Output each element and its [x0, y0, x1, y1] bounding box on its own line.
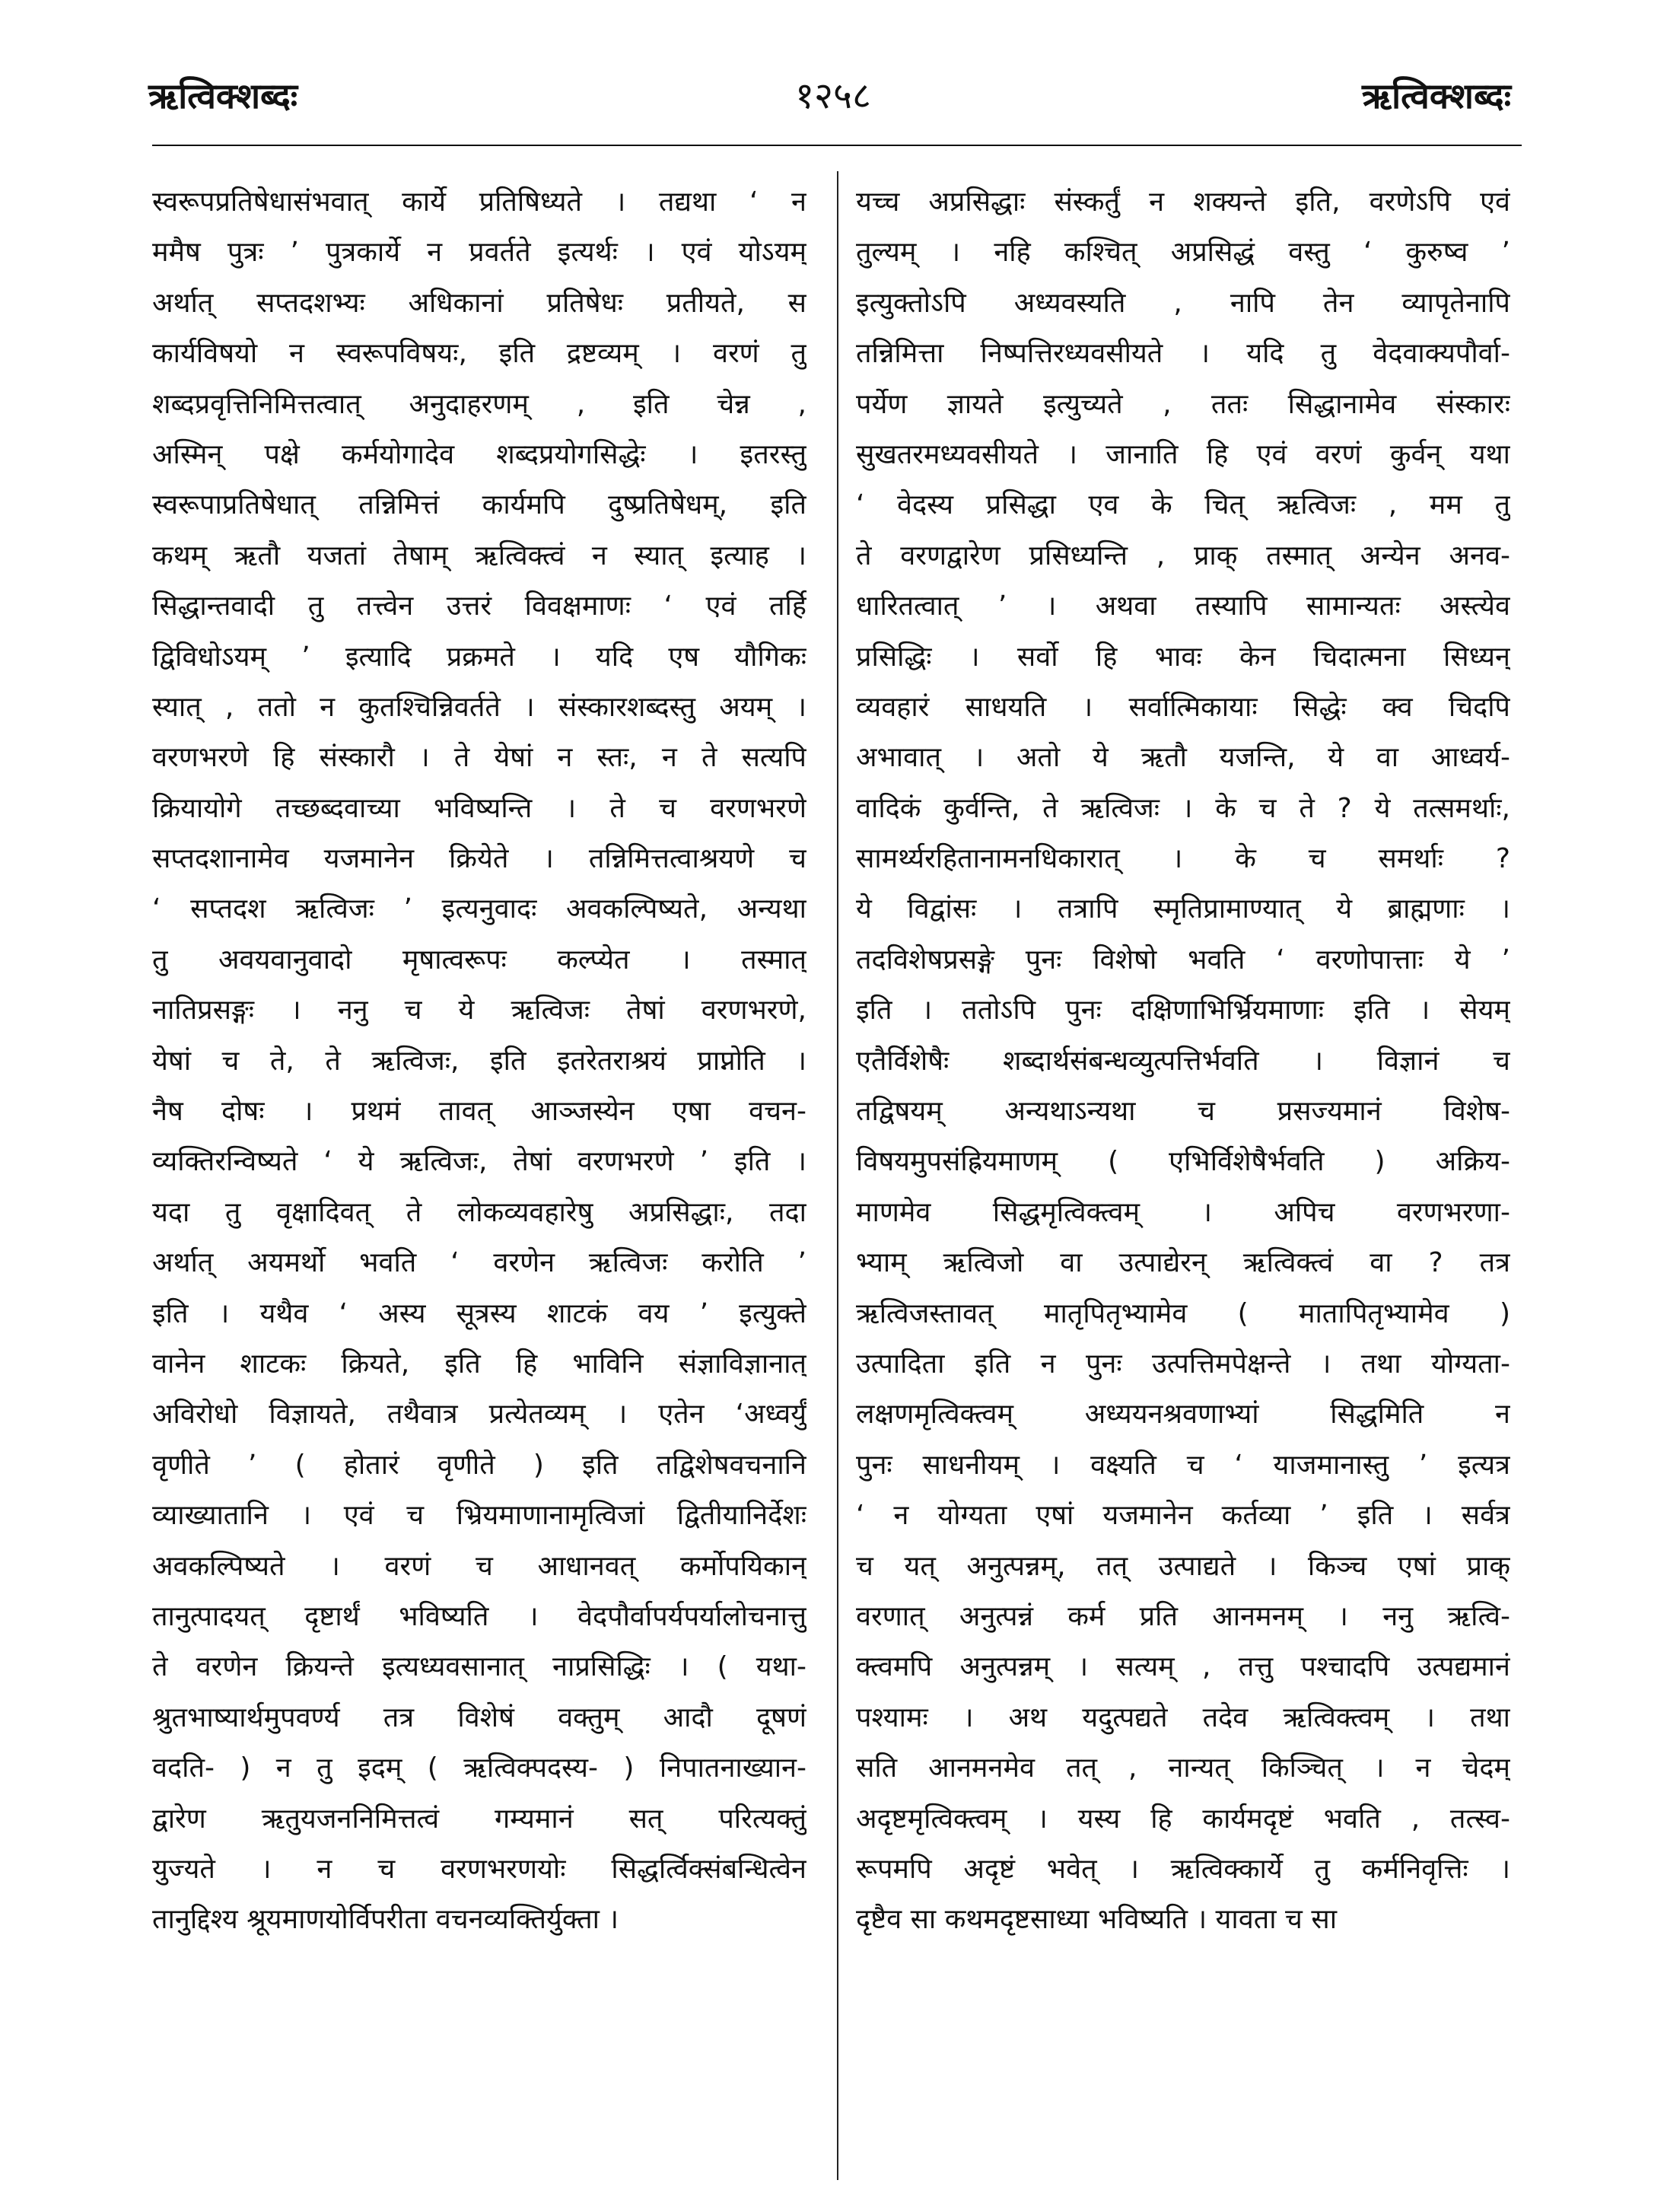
right-column-line: पश्यामः । अथ यदुत्पद्यते तदेव ऋत्विक्त्वम् । तथा [856, 1701, 1510, 1733]
left-column-line: अविरोधो विज्ञायते, तथैवात्र प्रत्येतव्यम् । एतेन ‘अध्वर्युं [152, 1399, 806, 1431]
left-column-line: अर्थात् सप्तदशभ्यः अधिकानां प्रतिषेधः प्रतीयते, स [152, 287, 806, 319]
left-column-line: कार्यविषयो न स्वरूपविषयः, इति द्रष्टव्यम् । वरणं तु [152, 338, 806, 370]
right-column-line: इति । ततोऽपि पुनः दक्षिणाभिर्भ्रियमाणाः इति । सेयम् [856, 995, 1510, 1026]
left-column-line: क्रियायोगे तच्छब्दवाच्या भविष्यन्ति । ते च वरणभरणे [152, 792, 806, 824]
left-column-line: इति । यथैव ‘ अस्य सूत्रस्य शाटकं वय ’ इत्युक्ते [152, 1297, 806, 1329]
right-column-line: तदविशेषप्रसङ्गे पुनः विशेषो भवति ‘ वरणोपात्ताः ये ’ [856, 944, 1510, 976]
left-column-line: ते वरणेन क्रियन्ते इत्यध्यवसानात् नाप्रसिद्धिः । ( यथा- [152, 1651, 806, 1683]
left-column-line: वानेन शाटकः क्रियते, इति हि भाविनि संज्ञाविज्ञानात् [152, 1348, 806, 1380]
running-header-right: ऋत्विक्शब्दः [1361, 75, 1511, 116]
right-column-line: दृष्टैव सा कथमदृष्टसाध्या भविष्यति । यावता च सा [856, 1904, 1338, 1936]
page-number: १२५८ [795, 75, 871, 117]
right-text-column [856, 177, 1510, 1946]
right-column-line: रूपमपि अदृष्टं भवेत् । ऋत्विक्कार्ये तु कर्मनिवृत्तिः । [856, 1853, 1510, 1885]
right-column-line: च यत् अनुत्पन्नम्, तत् उत्पाद्यते । किञ्च एषां प्राक् [856, 1550, 1510, 1582]
right-column-line: सामर्थ्यरहितानामनधिकारात् । के च समर्थाः ? [856, 843, 1510, 875]
left-column-line: स्वरूपप्रतिषेधासंभवात् कार्ये प्रतिषिध्यते । तद्यथा ‘ न [152, 186, 806, 218]
right-column-line: अभावात् । अतो ये ऋतौ यजन्ति, ये वा आध्वर्य- [856, 742, 1510, 774]
left-column-line: वृणीते ’ ( होतारं वृणीते ) इति तद्विशेषवचनानि [152, 1449, 806, 1481]
left-column-line: अवकल्पिष्यते । वरणं च आधानवत् कर्मोपयिकान् [152, 1550, 806, 1582]
right-column-line: पर्येण ज्ञायते इत्युच्यते , ततः सिद्धानामेव संस्कारः [856, 388, 1510, 420]
column-divider [837, 171, 838, 2180]
right-column-line: ते वरणद्वारेण प्रसिध्यन्ति , प्राक् तस्मात् अन्येन अनव- [856, 539, 1510, 571]
right-column-line: ‘ न योग्यता एषां यजमानेन कर्तव्या ’ इति । सर्वत्र [856, 1500, 1510, 1532]
right-column-line: उत्पादिता इति न पुनः उत्पत्तिमपेक्षन्ते । तथा योग्यता- [856, 1348, 1510, 1380]
left-text-column [152, 177, 806, 1946]
left-column-line: वदति- ) न तु इदम् ( ऋत्विक्पदस्य- ) निपातनाख्यान- [152, 1752, 806, 1784]
left-column-line: व्याख्यातानि । एवं च भ्रियमाणानामृत्विजां द्वितीयानिर्देशः [152, 1500, 806, 1532]
left-column-line: श्रुतभाष्यार्थमुपवर्ण्य तत्र विशेषं वक्तुम् आदौ दूषणं [152, 1701, 806, 1733]
right-column-line: सति आनमनमेव तत् , नान्यत् किञ्चित् । न चेदम् [856, 1752, 1510, 1784]
right-column-line: लक्षणमृत्विक्त्वम् अध्ययनश्रवणाभ्यां सिद्धमिति न [856, 1399, 1510, 1431]
left-column-line: स्यात् , ततो न कुतश्चिन्निवर्तते । संस्कारशब्दस्तु अयम् । [152, 691, 806, 723]
left-column-line: शब्दप्रवृत्तिनिमित्तत्वात् अनुदाहरणम् , इति चेन्न , [152, 388, 806, 420]
left-column-line: स्वरूपाप्रतिषेधात् तन्निमित्तं कार्यमपि दुष्प्रतिषेधम्, इति [152, 489, 806, 521]
right-column-line: सुखतरमध्यवसीयते । जानाति हि एवं वरणं कुर्वन् यथा [856, 438, 1510, 470]
right-column-line: क्त्वमपि अनुत्पन्नम् । सत्यम् , तत्तु पश्चादपि उत्पद्यमानं [856, 1651, 1510, 1683]
right-column-line: वादिकं कुर्वन्ति, ते ऋत्विजः । के च ते ? ये तत्समर्थाः, [856, 792, 1510, 824]
left-column-line: युज्यते । न च वरणभरणयोः सिद्धर्त्विक्संबन्धित्वेन [152, 1853, 806, 1885]
right-column-line: ‘ वेदस्य प्रसिद्धा एव के चित् ऋत्विजः , मम तु [856, 489, 1510, 521]
running-header-left: ऋत्विक्शब्दः [148, 75, 298, 116]
left-column-line: अस्मिन् पक्षे कर्मयोगादेव शब्दप्रयोगसिद्धेः । इतरस्तु [152, 438, 806, 470]
left-column-line: ममैष पुत्रः ’ पुत्रकार्ये न प्रवर्तते इत्यर्थः । एवं योऽयम् [152, 237, 806, 269]
left-column-line: तु अवयवानुवादो मृषात्वरूपः कल्प्येत । तस्मात् [152, 944, 806, 976]
left-column-line: तानुत्पादयत् दृष्टार्थं भविष्यति । वेदपौर्वापर्यपर्यालोचनात्तु [152, 1600, 806, 1632]
right-column-line: वरणात् अनुत्पन्नं कर्म प्रति आनमनम् । ननु ऋत्वि- [856, 1600, 1510, 1632]
left-column-line: तानुद्दिश्य श्रूयमाणयोर्विपरीता वचनव्यक्तिर्युक्ता । [152, 1904, 619, 1936]
left-column-line: द्वारेण ऋतुयजननिमित्तत्वं गम्यमानं सत् परित्यक्तुं [152, 1803, 806, 1835]
left-column-line: सिद्धान्तवादी तु तत्त्वेन उत्तरं विवक्षमाणः ‘ एवं तर्हि [152, 590, 806, 622]
right-column-line: विषयमुपसंह्रियमाणम् ( एभिर्विशेषैर्भवति ) अक्रिय- [856, 1146, 1510, 1178]
left-column-line: येषां च ते, ते ऋत्विजः, इति इतरेतराश्रयं प्राप्नोति । [152, 1045, 806, 1077]
right-column-line: अदृष्टमृत्विक्त्वम् । यस्य हि कार्यमदृष्टं भवति , तत्स्व- [856, 1803, 1510, 1835]
left-column-line: सप्तदशानामेव यजमानेन क्रियेते । तन्निमित्तत्वाश्रयणे च [152, 843, 806, 875]
left-column-line: व्यक्तिरन्विष्यते ‘ ये ऋत्विजः, तेषां वरणभरणे ’ इति । [152, 1146, 806, 1178]
left-column-line: नातिप्रसङ्गः । ननु च ये ऋत्विजः तेषां वरणभरणे, [152, 995, 806, 1026]
right-column-line: माणमेव सिद्धमृत्विक्त्वम् । अपिच वरणभरणा- [856, 1196, 1510, 1228]
right-column-line: भ्याम् ऋत्विजो वा उत्पाद्येरन् ऋत्विक्त्वं वा ? तत्र [856, 1247, 1510, 1279]
right-column-line: ऋत्विजस्तावत् मातृपितृभ्यामेव ( मातापितृभ्यामेव ) [856, 1297, 1510, 1329]
left-column-line: द्विविधोऽयम् ’ इत्यादि प्रक्रमते । यदि एष यौगिकः [152, 641, 806, 673]
left-column-line: यदा तु वृक्षादिवत् ते लोकव्यवहारेषु अप्रसिद्धाः, तदा [152, 1196, 806, 1228]
right-column-line: तद्विषयम् अन्यथाऽन्यथा च प्रसज्यमानं विशेष- [856, 1096, 1510, 1128]
right-column-line: व्यवहारं साधयति । सर्वात्मिकायाः सिद्धेः क्व चिदपि [856, 691, 1510, 723]
right-column-line: इत्युक्तोऽपि अध्यवस्यति , नापि तेन व्यापृतेनापि [856, 287, 1510, 319]
left-column-line: कथम् ऋतौ यजतां तेषाम् ऋत्विक्त्वं न स्यात् इत्याह । [152, 539, 806, 571]
right-column-line: तन्निमित्ता निष्पत्तिरध्यवसीयते । यदि तु वेदवाक्यपौर्वा- [856, 338, 1510, 370]
right-column-line: ये विद्वांसः । तत्रापि स्मृतिप्रामाण्यात् ये ब्राह्मणाः । [856, 893, 1510, 925]
right-column-line: तुल्यम् । नहि कश्चित् अप्रसिद्धं वस्तु ‘ कुरुष्व ’ [856, 237, 1510, 269]
right-column-line: एतैर्विशेषैः शब्दार्थसंबन्धव्युत्पत्तिर्भवति । विज्ञानं च [856, 1045, 1510, 1077]
right-column-line: पुनः साधनीयम् । वक्ष्यति च ‘ याजमानास्तु ’ इत्यत्र [856, 1449, 1510, 1481]
header-rule [152, 145, 1522, 146]
left-column-line: ‘ सप्तदश ऋत्विजः ’ इत्यनुवादः अवकल्पिष्यते, अन्यथा [152, 893, 806, 925]
right-column-line: प्रसिद्धिः । सर्वो हि भावः केन चिदात्मना सिध्यन् [856, 641, 1510, 673]
right-column-line: धारितत्वात् ’ । अथवा तस्यापि सामान्यतः अस्त्येव [856, 590, 1510, 622]
left-column-line: नैष दोषः । प्रथमं तावत् आञ्जस्येन एषा वचन- [152, 1096, 806, 1128]
right-column-line: यच्च अप्रसिद्धाः संस्कर्तुं न शक्यन्ते इति, वरणेऽपि एवं [856, 186, 1510, 218]
left-column-line: वरणभरणे हि संस्कारौ । ते येषां न स्तः, न ते सत्यपि [152, 742, 806, 774]
left-column-line: अर्थात् अयमर्थो भवति ‘ वरणेन ऋत्विजः करोति ’ [152, 1247, 806, 1279]
